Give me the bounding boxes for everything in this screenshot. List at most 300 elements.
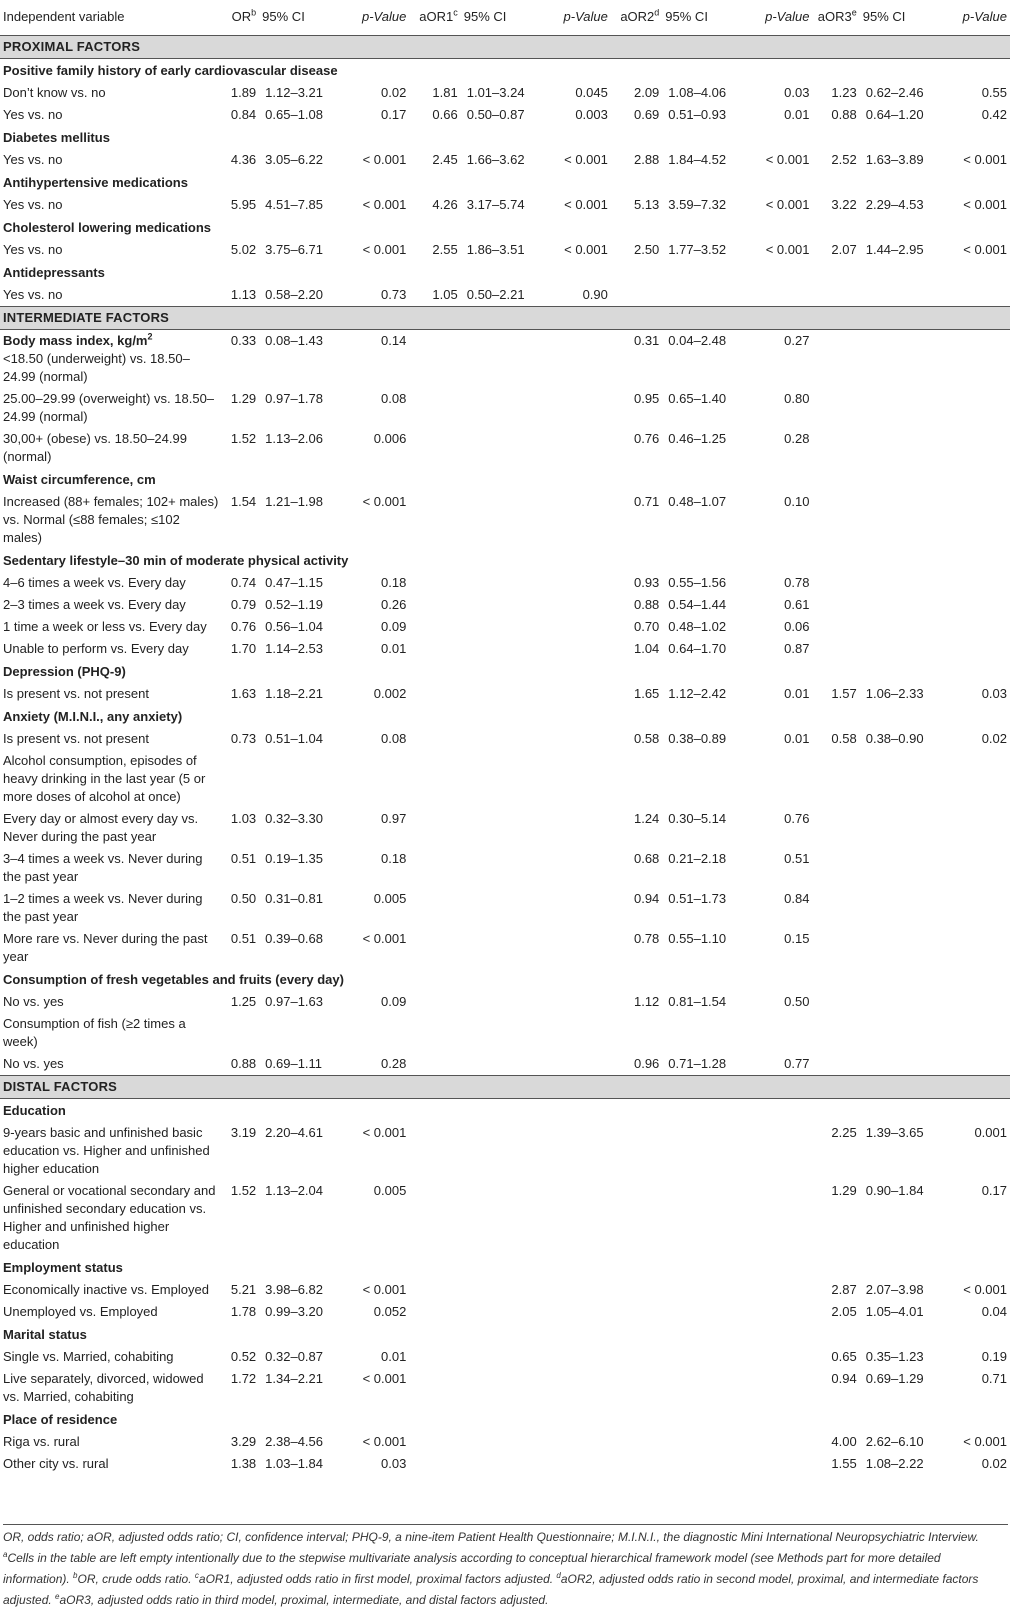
section-row bbox=[0, 307, 1010, 330]
cell-p-value-4 bbox=[944, 928, 1010, 968]
group-heading-label: Consumption of fresh vegetables and fruits (every day) bbox=[3, 972, 344, 987]
cell-ci-3: 1.84–4.52 bbox=[668, 152, 727, 167]
header-or: $OR^b$ bbox=[222, 0, 259, 36]
cell-ci-2 bbox=[461, 1453, 545, 1475]
row-label: Don’t know vs. no bbox=[3, 85, 106, 100]
cell-aor2: 5.13 bbox=[633, 197, 660, 212]
cell-or: 5.02 bbox=[230, 242, 257, 257]
cell-p-value-4 bbox=[944, 616, 1010, 638]
cell-aor3 bbox=[812, 1013, 859, 1053]
cell-ci-2 bbox=[461, 928, 545, 968]
cell-p-value-3 bbox=[747, 1346, 813, 1368]
cell-aor1 bbox=[409, 1180, 460, 1256]
group-heading-label: Depression (PHQ-9) bbox=[3, 664, 126, 679]
group-heading-row bbox=[0, 1408, 1010, 1431]
header-independent-variable: Independent variable bbox=[0, 0, 222, 36]
cell-ci-1: 1.18–2.21 bbox=[265, 686, 324, 701]
cell-ci-2 bbox=[461, 616, 545, 638]
cell-ci-4: 2.07–3.98 bbox=[865, 1282, 924, 1297]
cell-ci-4: 1.05–4.01 bbox=[865, 1304, 924, 1319]
cell-p-value-1: 0.17 bbox=[381, 107, 407, 122]
cell-aor1 bbox=[409, 928, 460, 968]
cell-ci-2 bbox=[461, 572, 545, 594]
cell-ci-1: 3.05–6.22 bbox=[265, 152, 324, 167]
group-heading-label: Employment status bbox=[3, 1260, 123, 1275]
cell-p-value-4 bbox=[944, 848, 1010, 888]
table-row bbox=[0, 1368, 1010, 1408]
cell-ci-4: 0.38–0.90 bbox=[865, 731, 924, 746]
cell-or: 1.52 bbox=[230, 431, 257, 446]
cell-aor3 bbox=[812, 616, 859, 638]
cell-ci-4: 1.39–3.65 bbox=[865, 1125, 924, 1140]
cell-p-value-2 bbox=[545, 616, 611, 638]
cell-aor3: 0.88 bbox=[831, 107, 857, 122]
cell-p-value-4 bbox=[944, 750, 1010, 808]
cell-p-value-4: < 0.001 bbox=[963, 152, 1007, 167]
cell-aor3 bbox=[812, 848, 859, 888]
cell-aor3 bbox=[812, 330, 859, 389]
cell-ci-1: 0.51–1.04 bbox=[265, 731, 324, 746]
cell-ci-4 bbox=[860, 928, 944, 968]
cell-aor2: 2.09 bbox=[633, 85, 660, 100]
row-label: Yes vs. no bbox=[3, 242, 63, 257]
cell-p-value-2 bbox=[545, 848, 611, 888]
cell-p-value-3: 0.78 bbox=[784, 575, 810, 590]
cell-p-value-1: 0.18 bbox=[381, 575, 407, 590]
cell-p-value-1: < 0.001 bbox=[362, 152, 407, 167]
cell-p-value-1: < 0.001 bbox=[362, 242, 407, 257]
cell-ci-4 bbox=[860, 616, 944, 638]
cell-p-value-1: 0.02 bbox=[381, 85, 407, 100]
cell-ci-1: 0.39–0.68 bbox=[265, 931, 324, 946]
cell-p-value-1: 0.005 bbox=[373, 1183, 407, 1198]
cell-p-value-2 bbox=[545, 428, 611, 468]
cell-p-value-4: 0.02 bbox=[981, 1456, 1007, 1471]
cell-aor2 bbox=[611, 1122, 662, 1180]
cell-ci-2 bbox=[461, 728, 545, 750]
cell-p-value-4: 0.19 bbox=[981, 1349, 1007, 1364]
table-row bbox=[0, 638, 1010, 660]
cell-p-value-4: 0.42 bbox=[981, 107, 1007, 122]
group-heading-label: Place of residence bbox=[3, 1412, 118, 1427]
table-row bbox=[0, 491, 1010, 549]
cell-ci-2 bbox=[461, 388, 545, 428]
cell-ci-3: 0.38–0.89 bbox=[668, 731, 727, 746]
cell-ci-1: 0.69–1.11 bbox=[265, 1056, 323, 1071]
cell-p-value-1: 0.18 bbox=[381, 851, 407, 866]
cell-or: 1.38 bbox=[230, 1456, 257, 1471]
table-row bbox=[0, 330, 1010, 389]
cell-aor1 bbox=[409, 991, 460, 1013]
cell-ci-1: 0.08–1.43 bbox=[265, 333, 324, 348]
cell-ci-1: 1.21–1.98 bbox=[265, 494, 324, 509]
cell-aor2: 0.68 bbox=[633, 851, 660, 866]
cell-p-value-3: 0.80 bbox=[784, 391, 810, 406]
cell-p-value-1: 0.73 bbox=[381, 287, 407, 302]
table-footnotes bbox=[3, 1524, 1008, 1609]
cell-p-value-1: < 0.001 bbox=[362, 1282, 407, 1297]
cell-or: 5.95 bbox=[230, 197, 257, 212]
cell-aor3: 3.22 bbox=[831, 197, 857, 212]
cell-p-value-2 bbox=[545, 1453, 611, 1475]
table-row bbox=[0, 888, 1010, 928]
cell-aor3: 4.00 bbox=[831, 1434, 857, 1449]
cell-aor2 bbox=[611, 1279, 662, 1301]
table-row bbox=[0, 149, 1010, 171]
cell-ci-2 bbox=[461, 1180, 545, 1256]
group-heading-row bbox=[0, 59, 1010, 83]
cell-aor3: 0.94 bbox=[831, 1371, 857, 1386]
cell-ci-3: 0.30–5.14 bbox=[668, 811, 727, 826]
cell-p-value-1: 0.005 bbox=[373, 891, 407, 906]
cell-ci-4: 1.44–2.95 bbox=[865, 242, 924, 257]
cell-p-value-1: < 0.001 bbox=[362, 931, 407, 946]
cell-ci-2: 0.50–2.21 bbox=[466, 287, 525, 302]
cell-or: 1.72 bbox=[230, 1371, 257, 1386]
header-ci-2: 95% CI bbox=[461, 0, 545, 36]
cell-ci-1: 0.52–1.19 bbox=[265, 597, 324, 612]
cell-ci-3: 0.51–1.73 bbox=[668, 891, 727, 906]
cell-ci-4 bbox=[860, 284, 944, 307]
cell-aor1 bbox=[409, 683, 460, 705]
cell-aor1 bbox=[409, 1346, 460, 1368]
cell-ci-2 bbox=[461, 1431, 545, 1453]
table-row bbox=[0, 194, 1010, 216]
table-row bbox=[0, 1279, 1010, 1301]
cell-aor3: 1.23 bbox=[831, 85, 857, 100]
cell-ci-3: 0.54–1.44 bbox=[668, 597, 727, 612]
group-heading-row bbox=[0, 216, 1010, 239]
cell-or: 1.13 bbox=[230, 287, 257, 302]
cell-ci-1: 0.32–0.87 bbox=[265, 1349, 324, 1364]
cell-ci-4 bbox=[860, 594, 944, 616]
cell-p-value-2 bbox=[545, 638, 611, 660]
cell-p-value-1: < 0.001 bbox=[362, 1434, 407, 1449]
cell-ci-2 bbox=[461, 1279, 545, 1301]
group-heading-label: Positive family history of early cardiovascular disease bbox=[3, 63, 338, 78]
cell-ci-4: 0.69–1.29 bbox=[865, 1371, 924, 1386]
cell-p-value-3 bbox=[747, 1279, 813, 1301]
row-label: General or vocational secondary and unfinished secondary education vs. Higher and unfinished higher education bbox=[3, 1183, 216, 1252]
cell-ci-1: 1.12–3.21 bbox=[265, 85, 324, 100]
cell-aor3: 2.52 bbox=[831, 152, 857, 167]
cell-aor1 bbox=[409, 1279, 460, 1301]
cell-aor3 bbox=[812, 888, 859, 928]
cell-ci-4 bbox=[860, 848, 944, 888]
cell-aor3: 1.29 bbox=[831, 1183, 857, 1198]
cell-p-value-2 bbox=[545, 1279, 611, 1301]
cell-ci-1: 1.34–2.21 bbox=[265, 1371, 324, 1386]
cell-or: 0.50 bbox=[230, 891, 257, 906]
cell-ci-2 bbox=[461, 1368, 545, 1408]
cell-ci-2 bbox=[461, 594, 545, 616]
cell-ci-1: 0.99–3.20 bbox=[265, 1304, 324, 1319]
cell-p-value-1: 0.09 bbox=[381, 994, 407, 1009]
cell-aor1 bbox=[409, 428, 460, 468]
cell-ci-1: 4.51–7.85 bbox=[265, 197, 324, 212]
header-aor2: aOR2$^d$ bbox=[611, 0, 662, 36]
cell-or: 0.73 bbox=[230, 731, 257, 746]
cell-p-value-3: 0.61 bbox=[784, 597, 810, 612]
cell-p-value-4 bbox=[944, 594, 1010, 616]
cell-ci-3: 1.08–4.06 bbox=[668, 85, 727, 100]
cell-or: 1.89 bbox=[230, 85, 257, 100]
cell-ci-4: 0.62–2.46 bbox=[865, 85, 924, 100]
row-label: 3–4 times a week vs. Never during the past year bbox=[3, 851, 203, 884]
cell-ci-2 bbox=[461, 638, 545, 660]
cell-p-value-4 bbox=[944, 284, 1010, 307]
table-row bbox=[0, 1346, 1010, 1368]
cell-aor2: 0.78 bbox=[633, 931, 660, 946]
cell-p-value-2 bbox=[545, 388, 611, 428]
table-row bbox=[0, 594, 1010, 616]
cell-p-value-2 bbox=[545, 1013, 611, 1053]
cell-aor1 bbox=[409, 1122, 460, 1180]
cell-ci-2: 0.50–0.87 bbox=[466, 107, 525, 122]
row-label: Yes vs. no bbox=[3, 197, 63, 212]
cell-ci-1: 3.75–6.71 bbox=[265, 242, 324, 257]
header-ci-1: 95% CI bbox=[259, 0, 343, 36]
cell-or: 1.29 bbox=[230, 391, 257, 406]
cell-aor3 bbox=[812, 750, 859, 808]
cell-aor1: 4.26 bbox=[432, 197, 458, 212]
group-heading-row bbox=[0, 1256, 1010, 1279]
group-heading-row bbox=[0, 705, 1010, 728]
cell-ci-1: 0.58–2.20 bbox=[265, 287, 324, 302]
table-row bbox=[0, 1180, 1010, 1256]
cell-p-value-4: < 0.001 bbox=[963, 242, 1007, 257]
row-label: 30,00+ (obese) vs. 18.50–24.99 (normal) bbox=[3, 431, 187, 464]
table-row bbox=[0, 750, 1010, 808]
cell-aor1 bbox=[409, 1301, 460, 1323]
cell-aor3 bbox=[812, 388, 859, 428]
cell-p-value-2 bbox=[545, 750, 611, 808]
cell-p-value-4: 0.03 bbox=[981, 686, 1007, 701]
cell-p-value-2 bbox=[545, 1180, 611, 1256]
cell-p-value-1: 0.28 bbox=[381, 1056, 407, 1071]
cell-p-value-3: 0.87 bbox=[784, 641, 810, 656]
group-heading-label: Diabetes mellitus bbox=[3, 130, 110, 145]
cell-p-value-4: < 0.001 bbox=[963, 197, 1007, 212]
row-label: Live separately, divorced, widowed vs. Married, cohabiting bbox=[3, 1371, 204, 1404]
cell-ci-3 bbox=[662, 1346, 746, 1368]
cell-p-value-2 bbox=[545, 330, 611, 389]
cell-aor2: 2.50 bbox=[633, 242, 660, 257]
row-label: Unemployed vs. Employed bbox=[3, 1304, 158, 1319]
cell-ci-2 bbox=[461, 848, 545, 888]
cell-aor2: 0.71 bbox=[633, 494, 660, 509]
cell-aor2: 2.88 bbox=[633, 152, 660, 167]
cell-p-value-3: < 0.001 bbox=[765, 242, 810, 257]
cell-aor3: 2.25 bbox=[831, 1125, 857, 1140]
table-row bbox=[0, 284, 1010, 307]
header-p-value-4: p-Value bbox=[944, 0, 1010, 36]
cell-p-value-3: 0.15 bbox=[784, 931, 810, 946]
cell-p-value-2: < 0.001 bbox=[564, 242, 608, 257]
cell-ci-3 bbox=[662, 1279, 746, 1301]
table-row bbox=[0, 1053, 1010, 1076]
cell-ci-4: 2.62–6.10 bbox=[865, 1434, 924, 1449]
row-label: Consumption of fish (≥2 times a week) bbox=[3, 1016, 186, 1049]
cell-aor2: 1.65 bbox=[633, 686, 660, 701]
cell-aor3 bbox=[812, 1053, 859, 1076]
group-heading-label: Body mass index, $kg/m^2$ bbox=[3, 331, 153, 348]
cell-aor2 bbox=[611, 1431, 662, 1453]
cell-ci-1: 0.32–3.30 bbox=[265, 811, 324, 826]
cell-p-value-1: 0.03 bbox=[381, 1456, 407, 1471]
cell-p-value-3 bbox=[747, 1453, 813, 1475]
cell-p-value-3: 0.50 bbox=[784, 994, 810, 1009]
cell-aor1 bbox=[409, 572, 460, 594]
cell-p-value-4: 0.04 bbox=[981, 1304, 1007, 1319]
cell-aor2: 0.31 bbox=[633, 333, 660, 348]
header-p-value-2: p-Value bbox=[545, 0, 611, 36]
cell-p-value-3 bbox=[747, 284, 813, 307]
header-ci-4: 95% CI bbox=[860, 0, 944, 36]
cell-ci-2 bbox=[461, 808, 545, 848]
row-label: Increased (88+ females; 102+ males) vs. Normal (≤88 females; ≤102 males) bbox=[3, 494, 219, 545]
cell-aor1: 2.45 bbox=[432, 152, 458, 167]
cell-p-value-3: 0.51 bbox=[784, 851, 810, 866]
cell-aor1 bbox=[409, 1053, 460, 1076]
cell-ci-1: 1.03–1.84 bbox=[265, 1456, 324, 1471]
group-heading-label: Antidepressants bbox=[3, 265, 105, 280]
cell-ci-1: 0.31–0.81 bbox=[265, 891, 324, 906]
cell-ci-3: 0.65–1.40 bbox=[668, 391, 727, 406]
cell-p-value-3 bbox=[747, 1431, 813, 1453]
cell-or: 0.88 bbox=[230, 1056, 257, 1071]
group-heading-label: Anxiety (M.I.N.I., any anxiety) bbox=[3, 709, 183, 724]
cell-ci-1 bbox=[259, 1013, 343, 1053]
cell-aor2: 0.70 bbox=[633, 619, 660, 634]
cell-p-value-1: < 0.001 bbox=[362, 197, 407, 212]
cell-p-value-3: 0.03 bbox=[784, 85, 810, 100]
table-row bbox=[0, 239, 1010, 261]
cell-ci-2 bbox=[461, 330, 545, 389]
cell-aor1 bbox=[409, 491, 460, 549]
cell-p-value-2 bbox=[545, 683, 611, 705]
cell-p-value-4: 0.71 bbox=[981, 1371, 1007, 1386]
cell-p-value-3: 0.76 bbox=[784, 811, 810, 826]
cell-or: 1.78 bbox=[230, 1304, 257, 1319]
cell-p-value-2: < 0.001 bbox=[564, 152, 608, 167]
cell-aor2: 0.96 bbox=[633, 1056, 660, 1071]
cell-aor3: 1.57 bbox=[831, 686, 857, 701]
cell-or: 4.36 bbox=[230, 152, 257, 167]
cell-ci-4: 1.08–2.22 bbox=[865, 1456, 924, 1471]
cell-ci-3 bbox=[662, 284, 746, 307]
cell-ci-1: 0.56–1.04 bbox=[265, 619, 324, 634]
group-heading-label: Cholesterol lowering medications bbox=[3, 220, 212, 235]
cell-ci-3 bbox=[662, 1368, 746, 1408]
cell-aor3: 2.87 bbox=[831, 1282, 857, 1297]
cell-aor2 bbox=[611, 1453, 662, 1475]
cell-p-value-1: < 0.001 bbox=[362, 1371, 407, 1386]
cell-or: 1.52 bbox=[230, 1183, 257, 1198]
cell-ci-3: 0.04–2.48 bbox=[668, 333, 727, 348]
cell-ci-3 bbox=[662, 1453, 746, 1475]
group-heading-label: Antihypertensive medications bbox=[3, 175, 188, 190]
table-row bbox=[0, 928, 1010, 968]
cell-aor1 bbox=[409, 616, 460, 638]
cell-p-value-3 bbox=[747, 1122, 813, 1180]
cell-ci-4 bbox=[860, 388, 944, 428]
cell-aor1 bbox=[409, 728, 460, 750]
table-body bbox=[0, 36, 1010, 1476]
cell-ci-1: 1.13–2.06 bbox=[265, 431, 324, 446]
section-label: PROXIMAL FACTORS bbox=[0, 36, 1010, 59]
table-row bbox=[0, 104, 1010, 126]
table-row bbox=[0, 991, 1010, 1013]
cell-aor3 bbox=[812, 284, 859, 307]
cell-ci-4: 1.06–2.33 bbox=[865, 686, 924, 701]
cell-p-value-3: 0.01 bbox=[784, 107, 810, 122]
cell-ci-2: 3.17–5.74 bbox=[466, 197, 525, 212]
cell-aor3: 0.58 bbox=[831, 731, 857, 746]
cell-p-value-3: < 0.001 bbox=[765, 152, 810, 167]
cell-ci-4 bbox=[860, 428, 944, 468]
cell-ci-1: 1.14–2.53 bbox=[265, 641, 324, 656]
section-row bbox=[0, 36, 1010, 59]
cell-p-value-4 bbox=[944, 888, 1010, 928]
cell-aor2: 1.12 bbox=[633, 994, 660, 1009]
cell-p-value-1: 0.97 bbox=[381, 811, 407, 826]
cell-or: 1.54 bbox=[230, 494, 257, 509]
footnote-abbreviations: OR, odds ratio; aOR, adjusted odds ratio; CI, confidence interval; PHQ-9, a nine-item Patient Health Questionnaire; M.I.N.I., the diagnostic Mini International Neuropsychiatric Interview. bbox=[3, 1530, 979, 1544]
cell-p-value-4 bbox=[944, 330, 1010, 389]
cell-aor2: 1.04 bbox=[633, 641, 660, 656]
row-label: Body mass index, $kg/m^2$ <18.50 (underweight) vs. 18.50–24.99 (normal) bbox=[3, 331, 190, 384]
table-row bbox=[0, 388, 1010, 428]
cell-aor1 bbox=[409, 1013, 460, 1053]
cell-ci-4 bbox=[860, 638, 944, 660]
cell-ci-1: 0.19–1.35 bbox=[265, 851, 324, 866]
table-row bbox=[0, 1013, 1010, 1053]
cell-ci-3 bbox=[662, 1301, 746, 1323]
cell-ci-2 bbox=[461, 1346, 545, 1368]
cell-p-value-2 bbox=[545, 1346, 611, 1368]
group-heading-label: Marital status bbox=[3, 1327, 87, 1342]
row-label: Economically inactive vs. Employed bbox=[3, 1282, 209, 1297]
cell-aor2: 0.69 bbox=[633, 107, 660, 122]
cell-ci-2 bbox=[461, 1301, 545, 1323]
cell-p-value-3: 0.10 bbox=[784, 494, 810, 509]
cell-p-value-3: 0.84 bbox=[784, 891, 810, 906]
cell-p-value-2 bbox=[545, 1301, 611, 1323]
cell-p-value-4 bbox=[944, 1013, 1010, 1053]
cell-ci-3: 3.59–7.32 bbox=[668, 197, 727, 212]
cell-ci-2 bbox=[461, 750, 545, 808]
cell-ci-1: 3.98–6.82 bbox=[265, 1282, 324, 1297]
cell-aor3: 1.55 bbox=[831, 1456, 857, 1471]
cell-p-value-3: 0.77 bbox=[784, 1056, 810, 1071]
group-heading-label: Education bbox=[3, 1103, 66, 1118]
header-aor3: aOR3e bbox=[812, 0, 859, 36]
cell-ci-3: 0.71–1.28 bbox=[668, 1056, 727, 1071]
cell-aor1 bbox=[409, 750, 460, 808]
table-row bbox=[0, 683, 1010, 705]
row-label: Alcohol consumption, episodes of heavy drinking in the last year (5 or more doses of alcohol at once) bbox=[3, 753, 206, 804]
group-heading-row bbox=[0, 1099, 1010, 1123]
cell-aor1: 1.05 bbox=[432, 287, 458, 302]
cell-aor3 bbox=[812, 572, 859, 594]
cell-p-value-4 bbox=[944, 572, 1010, 594]
group-heading-row bbox=[0, 660, 1010, 683]
cell-ci-2 bbox=[461, 1122, 545, 1180]
cell-aor2 bbox=[611, 1180, 662, 1256]
cell-or: 1.63 bbox=[230, 686, 257, 701]
cell-aor2: 0.95 bbox=[633, 391, 660, 406]
